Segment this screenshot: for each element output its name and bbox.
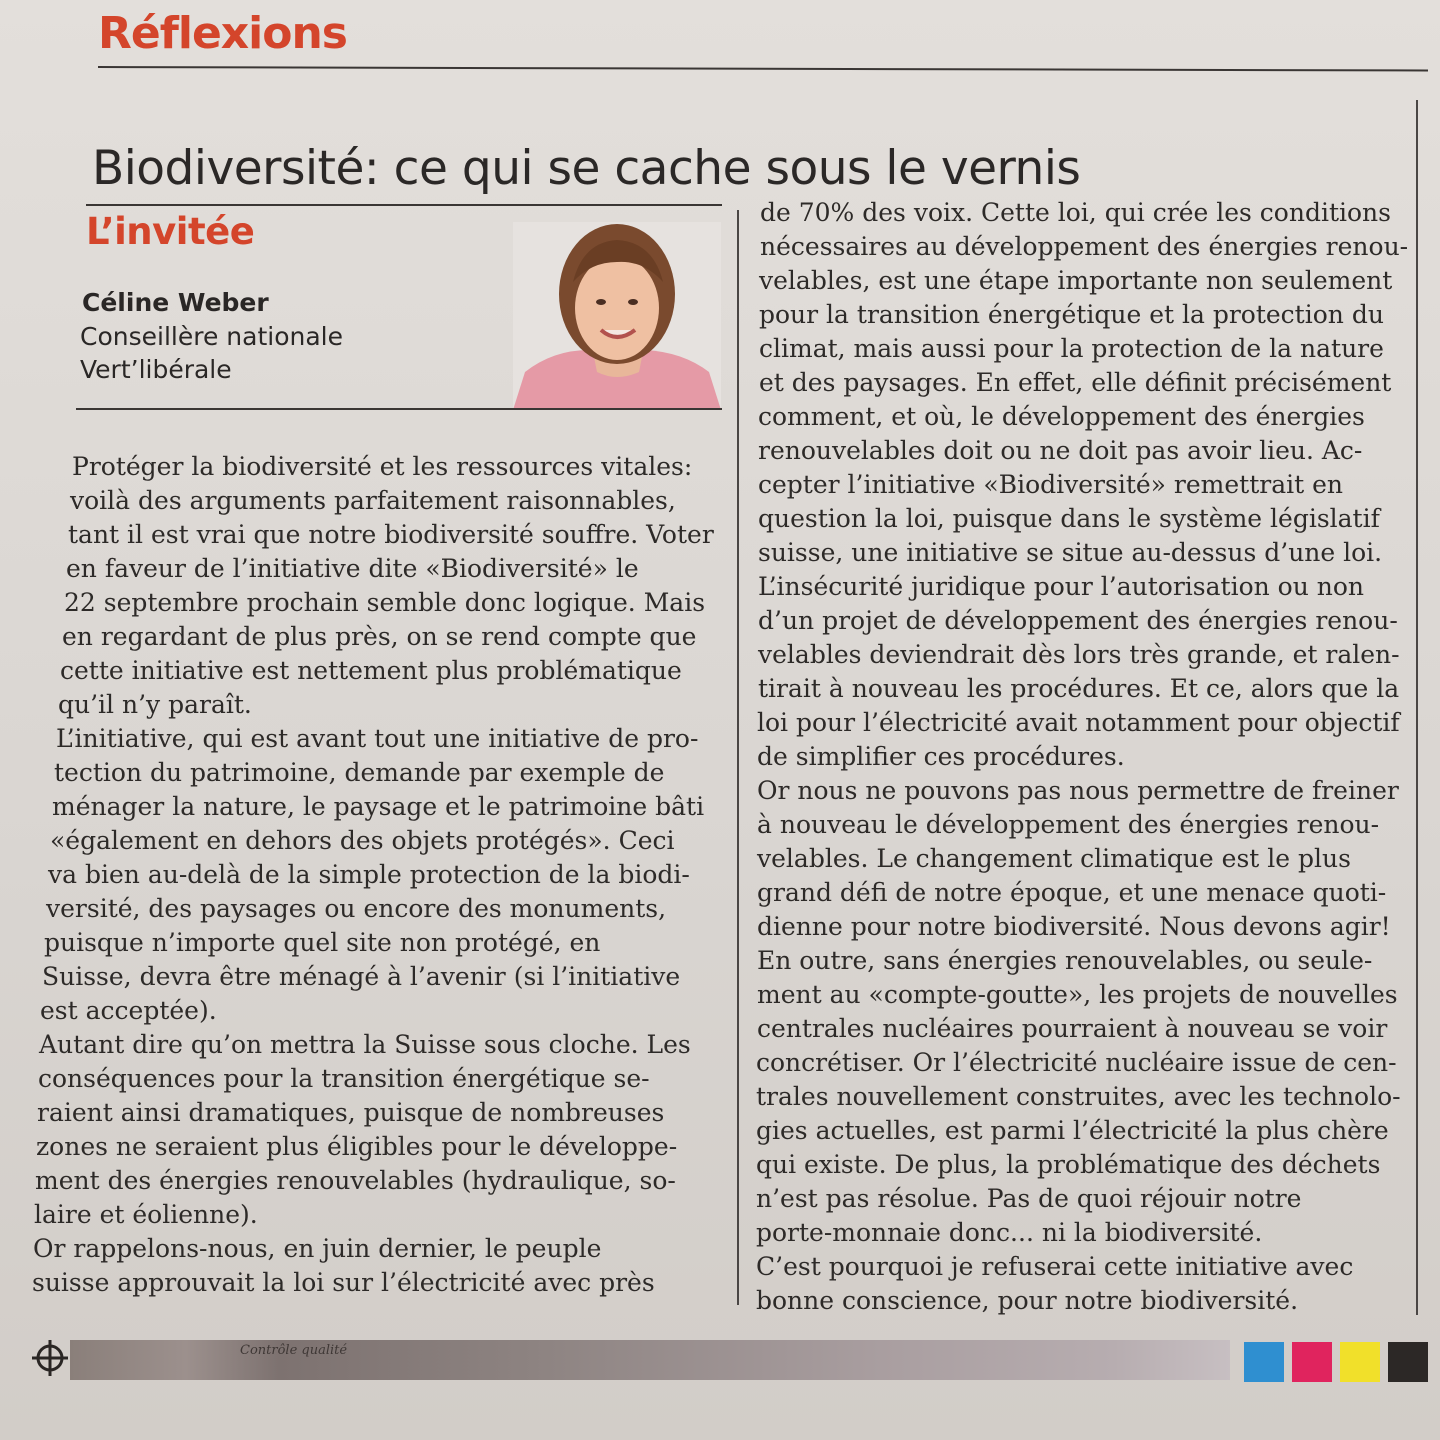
guest-label: L’invitée [86,210,255,253]
author-role-line: Conseillère nationale [80,322,343,351]
article-line: Autant dire qu’on mettra la Suisse sous cloche. Les [39,1030,691,1059]
quality-control-label: Contrôle qualité [240,1343,348,1358]
article-line: gies actuelles, est parmi l’électricité la plus chère [756,1116,1389,1145]
article-line: concrétiser. Or l’électricité nucléaire issue de cen- [756,1048,1397,1077]
article-line: qu’il n’y paraît. [58,690,252,719]
article-line: tant il est vrai que notre biodiversité souffre. Voter [68,520,714,549]
article-line: versité, des paysages ou encore des monuments, [46,894,667,923]
article-line: cepter l’initiative «Biodiversité» remettrait en [758,470,1343,499]
article-line: porte-monnaie donc... ni la biodiversité. [756,1218,1263,1247]
article-line: voilà des arguments parfaitement raisonnables, [70,486,676,515]
registration-mark-icon [30,1338,70,1378]
author-name: Céline Weber [82,288,269,317]
article-line: velables. Le changement climatique est le plus [757,844,1351,873]
black-swatch [1388,1342,1428,1382]
article-line: qui existe. De plus, la problématique des déchets [756,1150,1381,1179]
column-divider [737,210,739,1305]
article-line: en regardant de plus près, on se rend compte que [62,622,697,651]
article-line: L’insécurité juridique pour l’autorisation ou non [758,572,1365,601]
article-line: à nouveau le développement des énergies renou- [757,810,1380,839]
article-line: bonne conscience, pour notre biodiversité. [756,1286,1299,1315]
article-line: en faveur de l’initiative dite «Biodiversité» le [66,554,639,583]
article-line: de 70% des voix. Cette loi, qui crée les conditions [760,198,1391,227]
article-line: tection du patrimoine, demande par exemple de [54,758,665,787]
article-line: trales nouvellement construites, avec les technolo- [756,1082,1401,1111]
author-role-line: Vert’libérale [80,355,232,384]
cyan-swatch [1244,1342,1284,1382]
article-line: renouvelables doit ou ne doit pas avoir lieu. Ac- [758,436,1363,465]
headline: Biodiversité: ce qui se cache sous le vernis [92,141,1081,197]
guest-box-top-rule [86,204,722,206]
article-line: suisse, une initiative se situe au-dessus d’une loi. [758,538,1383,567]
article-line: puisque n’importe quel site non protégé, en [44,928,601,957]
author-portrait [513,222,721,410]
article-line: d’un projet de développement des énergies renou- [758,606,1398,635]
article-line: est acceptée). [40,996,217,1025]
article-line: n’est pas résolue. Pas de quoi réjouir notre [756,1184,1302,1213]
article-line: laire et éolienne). [34,1200,258,1229]
yellow-swatch [1340,1342,1380,1382]
article-line: Protéger la biodiversité et les ressources vitales: [72,452,693,481]
article-line: L’initiative, qui est avant tout une initiative de pro- [56,724,699,753]
guest-box-bottom-rule [76,408,722,410]
magenta-swatch [1292,1342,1332,1382]
author-role [80,320,343,386]
article-line: ment au «compte-goutte», les projets de nouvelles [757,980,1398,1009]
article-line: et des paysages. En effet, elle définit précisément [759,368,1392,397]
article-line: tirait à nouveau les procédures. Et ce, alors que la [758,674,1400,703]
article-line: question la loi, puisque dans le système législatif [758,504,1380,533]
article-line: suisse approuvait la loi sur l’électricité avec près [32,1268,655,1297]
article-line: C’est pourquoi je refuserai cette initiative avec [756,1252,1354,1281]
article-line: climat, mais aussi pour la protection de la nature [759,334,1384,363]
article-line: dienne pour notre biodiversité. Nous devons agir! [757,912,1391,941]
article-line: ment des énergies renouvelables (hydraulique, so- [35,1166,676,1195]
article-line: Suisse, devra être ménagé à l’avenir (si l’initiative [42,962,681,991]
article-line: Or nous ne pouvons pas nous permettre de freiner [757,776,1399,805]
article-line: raient ainsi dramatiques, puisque de nombreuses [37,1098,665,1127]
article-line: 22 septembre prochain semble donc logique. Mais [64,588,706,617]
right-column-rule [1416,100,1418,1315]
article-line: velables deviendrait dès lors très grande, et ralen- [758,640,1400,669]
article-line: nécessaires au développement des énergies renou- [760,232,1409,261]
section-rule [98,66,1428,71]
article-line: pour la transition énergétique et la protection du [759,300,1384,329]
section-title: Réflexions [98,8,347,59]
article-line: comment, et où, le développement des énergies [758,402,1365,431]
article-left-column [30,450,730,1300]
article-line: velables, est une étape importante non seulement [759,266,1393,295]
article-line: grand défi de notre époque, et une menace quoti- [757,878,1387,907]
article-line: En outre, sans énergies renouvelables, ou seule- [757,946,1373,975]
article-line: zones ne seraient plus éligibles pour le développe- [36,1132,678,1161]
article-line: Or rappelons-nous, en juin dernier, le peuple [33,1234,602,1263]
article-line: de simplifier ces procédures. [757,742,1125,771]
article-line: loi pour l’électricité avait notamment pour objectif [757,708,1400,737]
article-right-column [752,196,1412,1318]
article-line: «également en dehors des objets protégés». Ceci [50,826,675,855]
article-line: cette initiative est nettement plus problématique [60,656,682,685]
article-line: centrales nucléaires pourraient à nouveau se voir [757,1014,1388,1043]
article-line: conséquences pour la transition énergétique se- [38,1064,650,1093]
article-line: ménager la nature, le paysage et le patrimoine bâti [52,792,705,821]
article-line: va bien au-delà de la simple protection de la biodi- [48,860,690,889]
